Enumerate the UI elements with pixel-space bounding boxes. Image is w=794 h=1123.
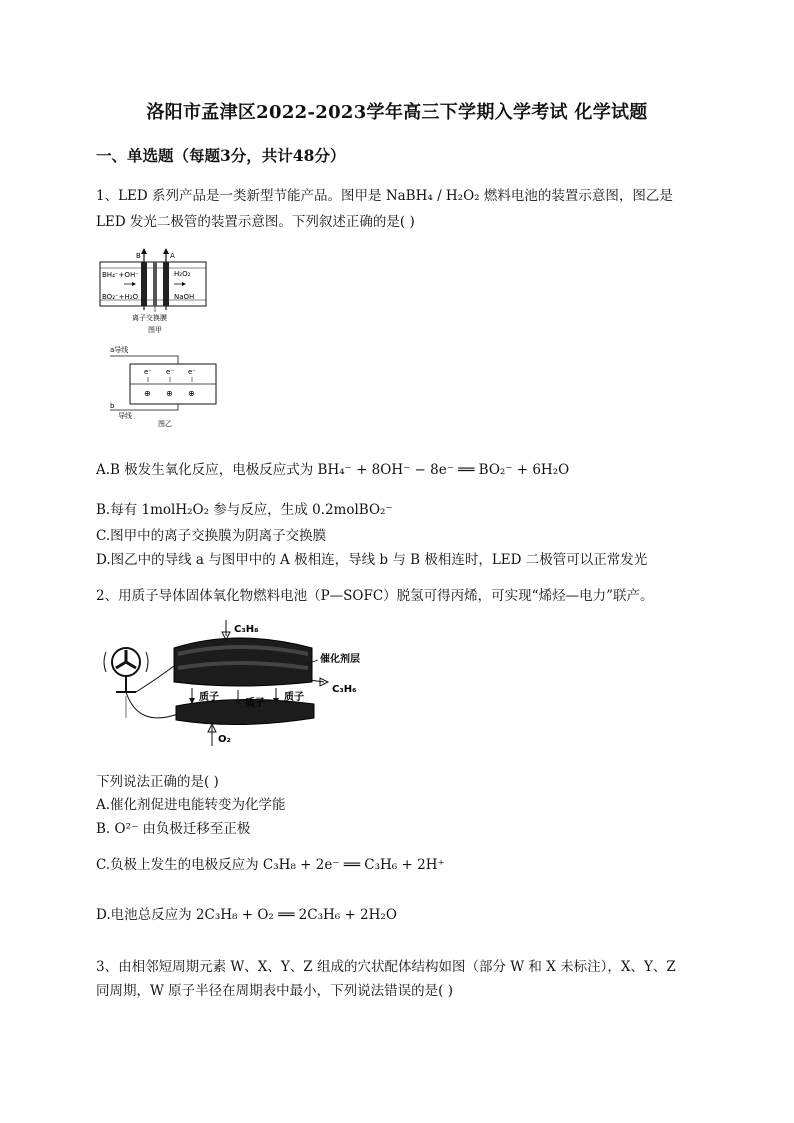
fig-b-hole-2: ⊕ xyxy=(166,389,173,398)
fig-b-caption: 图乙 xyxy=(158,420,172,428)
figure-led xyxy=(108,344,226,430)
fig-a-label-a: A xyxy=(170,252,175,260)
fig-a-caption: 图甲 xyxy=(148,326,162,334)
q1-option-b: B.每有 1molH₂O₂ 参与反应，生成 0.2molBO₂⁻ xyxy=(96,502,393,518)
fig-a-right-bottom: NaOH xyxy=(174,293,195,301)
fig-2-catalyst-label: 催化剂层 xyxy=(320,654,360,665)
fig-2-proton-3: 质子 xyxy=(284,692,304,703)
fig-b-hole-3: ⊕ xyxy=(188,389,195,398)
q3-stem-line2: 同周期，W 原子半径在周期表中最小，下列说法错误的是( ) xyxy=(96,983,453,999)
fig-2-c3h8: C₃H₈ xyxy=(234,624,259,635)
fig-2-proton-2: 质子 xyxy=(245,698,265,709)
q2-stem: 2、用质子导体固体氧化物燃料电池（P—SOFC）脱氢可得丙烯，可实现“烯烃—电力”联产。 xyxy=(96,588,654,604)
fig-a-membrane-label: 离子交换膜 xyxy=(132,314,167,322)
q2-lead: 下列说法正确的是( ) xyxy=(96,774,219,790)
fan-icon xyxy=(104,648,148,692)
fig-a-right-top: H₂O₂ xyxy=(174,270,191,278)
q1-option-c: C.图甲中的离子交换膜为阴离子交换膜 xyxy=(96,528,327,544)
q1-option-a: A.B 极发生氧化反应，电极反应式为 BH₄⁻ + 8OH⁻ − 8e⁻ ══ BO₂⁻ + 6H₂O xyxy=(96,462,570,478)
q1-option-d: D.图乙中的导线 a 与图甲中的 A 极相连，导线 b 与 B 极相连时，LED 二极管可以正常发光 xyxy=(96,552,648,568)
fig-b-electron-3: e⁻ xyxy=(188,368,197,376)
figure-fuel-cell xyxy=(98,248,208,336)
fig-2-o2: O₂ xyxy=(218,734,231,745)
page-title: 洛阳市孟津区2022-2023学年高三下学期入学考试 化学试题 xyxy=(146,102,648,123)
fig-b-hole-1: ⊕ xyxy=(144,389,151,398)
fig-b-electron-2: e⁻ xyxy=(166,368,175,376)
fig-2-proton-1: 质子 xyxy=(199,692,219,703)
q2-option-a: A.催化剂促进电能转变为化学能 xyxy=(96,797,286,813)
q1-stem-line1: 1、LED 系列产品是一类新型节能产品。图甲是 NaBH₄ / H₂O₂ 燃料电池的装置示意图，图乙是 xyxy=(96,188,673,204)
q3-stem-line1: 3、由相邻短周期元素 W、X、Y、Z 组成的穴状配体结构如图（部分 W 和 X 未标注），X、Y、Z xyxy=(96,959,676,975)
fig-b-wire-a: a导线 xyxy=(110,346,129,354)
fig-a-left-top: BH₄⁻+OH⁻ xyxy=(102,271,139,279)
fig-b-wire-b-letter: b xyxy=(110,402,115,410)
q2-option-c: C.负极上发生的电极反应为 C₃H₈ + 2e⁻ ══ C₃H₆ + 2H⁺ xyxy=(96,857,445,873)
q1-stem-line2: LED 发光二极管的装置示意图。下列叙述正确的是( ) xyxy=(96,214,415,230)
figure-sofc xyxy=(98,618,378,748)
q2-option-b: B. O²⁻ 由负极迁移至正极 xyxy=(96,821,251,837)
section-heading: 一、单选题（每题3分，共计48分） xyxy=(96,146,346,165)
q2-option-d: D.电池总反应为 2C₃H₈ + O₂ ══ 2C₃H₆ + 2H₂O xyxy=(96,907,397,923)
fig-b-wire-b: 导线 xyxy=(118,412,132,420)
fig-b-electron-1: e⁻ xyxy=(144,368,153,376)
fig-a-left-bottom: BO₂⁻+H₂O xyxy=(102,293,139,301)
fig-a-label-b: B xyxy=(136,252,141,260)
fig-2-c3h6: C₃H₆ xyxy=(332,684,357,695)
